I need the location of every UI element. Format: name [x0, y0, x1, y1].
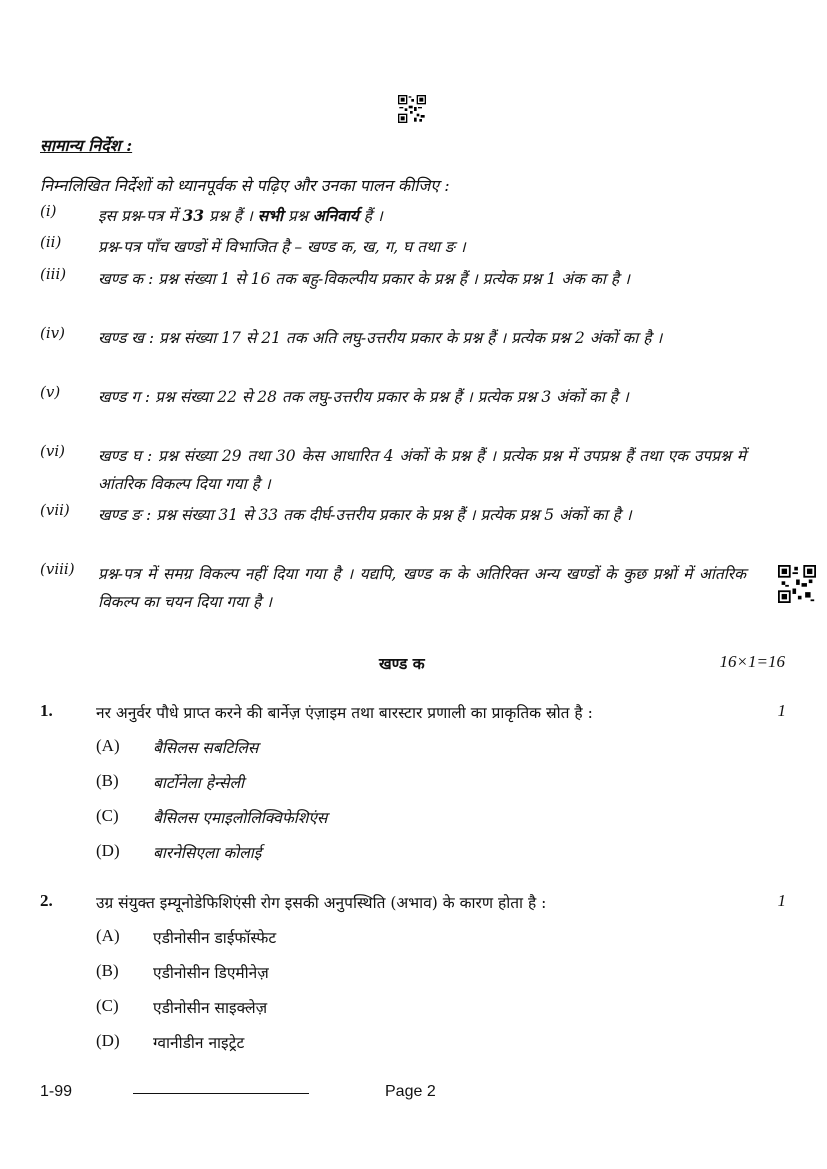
instruction-item: [40, 560, 746, 616]
option-label: (D): [96, 1031, 120, 1050]
instruction-item: [40, 442, 746, 498]
option: [96, 961, 269, 983]
option: [96, 806, 327, 828]
instruction-number: (i): [40, 202, 57, 220]
option-text: बैसिलस सबटिलिस: [153, 739, 259, 757]
option-text: एडीनोसीन साइक्लेज़: [153, 999, 268, 1017]
section-title: खण्ड क: [379, 654, 425, 673]
option-text: बैसिलस एमाइलोलिक्विफेशिएंस: [153, 809, 328, 827]
question: [40, 891, 786, 913]
option: [96, 926, 276, 948]
option-label: (B): [96, 961, 119, 980]
option-text: एडीनोसीन डिएमीनेज़: [153, 964, 269, 982]
option-text: एडीनोसीन डाईफॉस्फेट: [153, 929, 277, 947]
instruction-number: (ii): [40, 233, 62, 251]
instruction-item: [40, 501, 746, 529]
instruction-number: (vii): [40, 501, 70, 519]
footer-divider: [133, 1093, 309, 1094]
instruction-text: खण्ड ख : प्रश्न संख्या 17 से 21 तक अति लघु-उत्तरीय प्रकार के प्रश्न हैं । प्रत्येक प्रश्न 2 अंकों का है ।: [98, 329, 663, 347]
option-label: (C): [96, 806, 119, 825]
instruction-text: खण्ड क : प्रश्न संख्या 1 से 16 तक बहु-विकल्पीय प्रकार के प्रश्न हैं । प्रत्येक प्रश्न 1 अंक का है ।: [98, 270, 630, 288]
instruction-text: खण्ड घ : प्रश्न संख्या 29 तथा 30 केस आधारित 4 अंकों के प्रश्न हैं । प्रत्येक प्रश्न में उपप्रश्न हैं तथा एक उपप्रश्न में आंतरिक विकल्प दिया गया है ।: [98, 447, 746, 493]
instruction-number: (vi): [40, 442, 65, 460]
option-text: बारनेसिएला कोलाई: [153, 844, 262, 862]
question-marks: 1: [777, 701, 786, 720]
option-label: (C): [96, 996, 119, 1015]
option: [96, 736, 258, 758]
instruction-item: [40, 383, 746, 411]
question-text: नर अनुर्वर पौधे प्राप्त करने की बार्नेज़ एंज़ाइम तथा बारस्टार प्रणाली का प्राकृतिक स्रोत है :: [96, 704, 593, 722]
instruction-text: खण्ड ङ : प्रश्न संख्या 31 से 33 तक दीर्घ-उत्तरीय प्रकार के प्रश्न हैं । प्रत्येक प्रश्न 5 अंकों का है ।: [98, 506, 632, 524]
question-number: 2.: [40, 891, 53, 910]
option-text: ग्वानीडीन नाइट्रेट: [153, 1034, 245, 1052]
section-marks: 16×1=16: [719, 652, 785, 671]
option-label: (A): [96, 926, 120, 945]
instruction-text: प्रश्न-पत्र में समग्र विकल्प नहीं दिया गया है । यद्यपि, खण्ड क के अतिरिक्त अन्य खण्डों के कुछ प्रश्नों में आंतरिक विकल्प का चयन दिया गया है ।: [98, 565, 746, 611]
instruction-number: (iii): [40, 265, 67, 283]
qr-code-top: [398, 95, 426, 123]
question-text: उग्र संयुक्त इम्यूनोडेफिशिएंसी रोग इसकी अनुपस्थिति (अभाव) के कारण होता है :: [96, 894, 547, 912]
instruction-text: प्रश्न-पत्र पाँच खण्डों में विभाजित है – खण्ड क, ख, ग, घ तथा ङ ।: [98, 238, 466, 256]
instruction-item: [40, 324, 746, 352]
instructions-intro: निम्नलिखित निर्देशों को ध्यानपूर्वक से पढ़िए और उनका पालन कीजिए :: [40, 176, 450, 195]
instruction-item: [40, 233, 746, 261]
instruction-text: खण्ड ग : प्रश्न संख्या 22 से 28 तक लघु-उत्तरीय प्रकार के प्रश्न हैं । प्रत्येक प्रश्न 3 अंकों का है ।: [98, 388, 629, 406]
option-label: (D): [96, 841, 120, 860]
qr-code-side: [778, 565, 816, 603]
option: [96, 841, 261, 863]
instruction-number: (v): [40, 383, 61, 401]
question-number: 1.: [40, 701, 53, 720]
instruction-item: [40, 202, 746, 230]
question: [40, 701, 786, 723]
instruction-text: इस प्रश्न-पत्र में 33 प्रश्न हैं । सभी प्रश्न अनिवार्य हैं ।: [98, 206, 383, 225]
option-text: बार्टोनेला हेन्सेली: [153, 774, 244, 792]
option-label: (B): [96, 771, 119, 790]
paper-code: 1-99: [40, 1083, 73, 1100]
instruction-item: [40, 265, 746, 293]
option-label: (A): [96, 736, 120, 755]
instruction-number: (viii): [40, 560, 75, 578]
option: [96, 996, 267, 1018]
option: [96, 1031, 244, 1053]
instruction-number: (iv): [40, 324, 65, 342]
page-number: Page 2: [385, 1083, 436, 1100]
instructions-heading: सामान्य निर्देश :: [40, 136, 133, 155]
option: [96, 771, 244, 793]
question-marks: 1: [777, 891, 786, 910]
